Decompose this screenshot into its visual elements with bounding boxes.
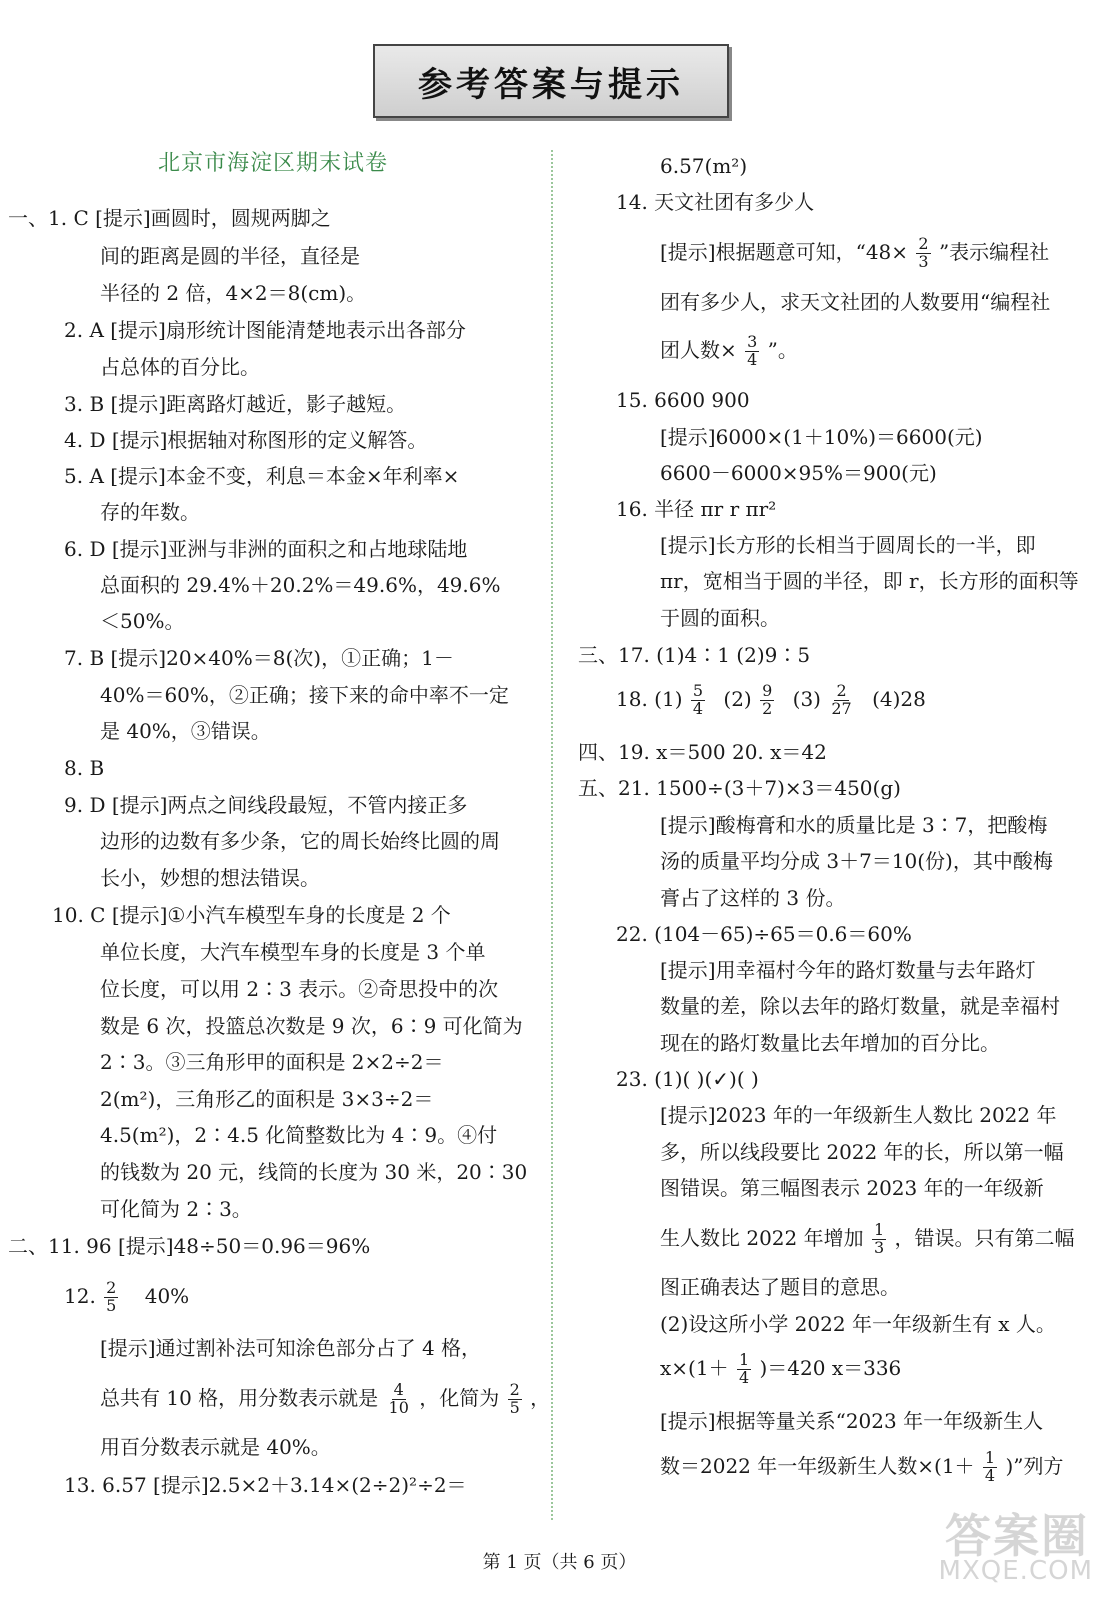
watermark-url: MXQE.COM	[938, 1556, 1093, 1586]
answer-line-q23: 生人数比 2022 年增加 $\frac{1}{3}$ ，错误。只有第二幅	[660, 1220, 1075, 1257]
answer-line: 9. D [提示]两点之间线段最短，不管内接正多	[64, 793, 468, 817]
watermark-logo: 答案圈	[945, 1509, 1089, 1563]
answer-line: 6600－6000×95%＝900(元)	[660, 461, 937, 485]
answer-line: πr，宽相当于圆的半径，即 r，长方形的面积等	[660, 569, 1079, 593]
answer-line: 13. 6.57 [提示]2.5×2＋3.14×(2÷2)²÷2＝	[64, 1473, 467, 1497]
answer-line-q18: 18. (1) $\frac{5}{4}$ (2) $\frac{9}{2}$ (3) $\frac{2}{27}$ (4)28	[616, 681, 926, 718]
answer-line: 总面积的 29.4%＋20.2%＝49.6%，49.6%	[100, 573, 501, 597]
answer-line: 6.57(m²)	[660, 154, 748, 178]
answer-line: 2∶3。③三角形甲的面积是 2×2÷2＝	[100, 1050, 444, 1074]
answer-line: 用百分数表示就是 40%。	[100, 1435, 331, 1459]
answer-line: 于圆的面积。	[660, 606, 780, 630]
answer-line: 8. B	[64, 756, 105, 780]
answer-line: 的钱数为 20 元，线筒的长度为 30 米，20∶30	[100, 1160, 528, 1184]
answer-line: [提示]长方形的长相当于圆周长的一半，即	[660, 533, 1036, 557]
answer-line: 16. 半径 πr r πr²	[616, 497, 777, 521]
answer-line: 15. 6600 900	[616, 388, 750, 412]
answer-line-q14c: 团人数× $\frac{3}{4}$ ”。	[660, 332, 798, 369]
answer-line: 四、19. x＝500 20. x＝42	[578, 740, 827, 764]
answer-line: 间的距离是圆的半径，直径是	[100, 244, 360, 268]
answer-line: 单位长度，大汽车模型车身的长度是 3 个单	[100, 940, 486, 964]
answer-line: 图错误。第三幅图表示 2023 年的一年级新	[660, 1176, 1044, 1200]
answer-line: 6. D [提示]亚洲与非洲的面积之和占地球陆地	[64, 537, 468, 561]
answer-line: (2)设这所小学 2022 年一年级新生有 x 人。	[660, 1312, 1056, 1336]
answer-line: 5. A [提示]本金不变，利息＝本金×年利率×	[64, 464, 460, 488]
answer-line: 团有多少人，求天文社团的人数要用“编程社	[660, 290, 1051, 314]
answer-line-q12-hint: 总共有 10 格，用分数表示就是 $\frac{4}{10}$ ，化简为 $\frac{2}{5}$ ，	[100, 1380, 551, 1417]
fraction: $\frac{3}{4}$	[747, 332, 758, 369]
answer-line: 4. D [提示]根据轴对称图形的定义解答。	[64, 428, 428, 452]
answer-line-equation: x×(1＋ $\frac{1}{4}$ )＝420 x＝336	[660, 1350, 902, 1387]
fraction: $\frac{1}{4}$	[738, 1350, 750, 1387]
answer-line: 半径的 2 倍，4×2＝8(cm)。	[100, 281, 367, 305]
fraction: $\frac{5}{4}$	[692, 681, 704, 718]
answer-line: [提示]用幸福村今年的路灯数量与去年路灯	[660, 958, 1036, 982]
fraction: $\frac{9}{2}$	[762, 681, 773, 718]
answer-line: 多，所以线段要比 2022 年的长，所以第一幅	[660, 1140, 1064, 1164]
answer-line: 占总体的百分比。	[100, 355, 260, 379]
answer-line: [提示]通过割补法可知涂色部分占了 4 格，	[100, 1336, 482, 1360]
answer-line: 边形的边数有多少条，它的周长始终比圆的周	[100, 829, 500, 853]
watermark	[899, 1500, 1099, 1595]
answer-line: 位长度，可以用 2∶3 表示。②奇思投中的次	[100, 977, 499, 1001]
answer-line: 23. (1)( )(✓)( )	[616, 1067, 759, 1091]
answer-line: 2(m²)，三角形乙的面积是 3×3÷2＝	[100, 1087, 434, 1111]
section-heading: 北京市海淀区期末试卷	[157, 151, 388, 176]
answer-line: 2. A [提示]扇形统计图能清楚地表示出各部分	[64, 318, 466, 342]
answer-line: 是 40%，③错误。	[100, 719, 271, 743]
answer-line-last: 数＝2022 年一年级新生人数×(1＋ $\frac{1}{4}$ )”列方	[660, 1448, 1064, 1485]
answer-line: 图正确表达了题目的意思。	[660, 1275, 900, 1299]
answer-line: 二、11. 96 [提示]48÷50＝0.96＝96%	[8, 1234, 371, 1258]
answer-line: 数是 6 次，投篮总次数是 9 次，6∶9 可化简为	[100, 1014, 523, 1038]
answer-line: 汤的质量平均分成 3＋7＝10(份)，其中酸梅	[660, 849, 1053, 873]
answer-line: 五、21. 1500÷(3＋7)×3＝450(g)	[578, 776, 901, 800]
answer-line: 可化简为 2∶3。	[100, 1197, 252, 1221]
answer-line: 数量的差，除以去年的路灯数量，就是幸福村	[660, 994, 1060, 1018]
fraction: $\frac{2}{3}$	[918, 234, 929, 271]
answer-line-q12: 12. $\frac{2}{5}$ 40%	[64, 1278, 190, 1315]
page-footer: 第 1 页（共 6 页）	[482, 1552, 637, 1573]
answer-line: 一、1. C [提示]画圆时，圆规两脚之	[8, 206, 331, 230]
answer-line-q14: [提示]根据题意可知，“48× $\frac{2}{3}$ ”表示编程社	[660, 234, 1050, 271]
answer-line: ＜50%。	[100, 609, 185, 633]
answer-line: 40%＝60%，②正确；接下来的命中率不一定	[100, 683, 509, 707]
answer-line: 3. B [提示]距离路灯越近，影子越短。	[64, 392, 407, 416]
fraction: $\frac{1}{4}$	[984, 1448, 996, 1485]
fraction: $\frac{4}{10}$	[388, 1380, 409, 1417]
column-divider	[551, 150, 553, 1520]
answer-line: 4.5(m²)，2∶4.5 化简整数比为 4∶9。④付	[100, 1123, 498, 1147]
answer-line: 长小，妙想的想法错误。	[100, 866, 320, 890]
answer-line: 7. B [提示]20×40%＝8(次)，①正确；1－	[64, 646, 454, 670]
answer-line: [提示]2023 年的一年级新生人数比 2022 年	[660, 1103, 1057, 1127]
answer-line: [提示]根据等量关系“2023 年一年级新生人	[660, 1409, 1044, 1433]
answer-line: 14. 天文社团有多少人	[616, 190, 815, 214]
fraction: $\frac{2}{27}$	[831, 681, 852, 718]
answer-line: 10. C [提示]①小汽车模型车身的长度是 2 个	[52, 903, 451, 927]
answer-line: 膏占了这样的 3 份。	[660, 886, 846, 910]
fraction: $\frac{1}{3}$	[873, 1220, 885, 1257]
fraction: $\frac{2}{5}$	[106, 1278, 117, 1315]
page-title: 参考答案与提示	[418, 64, 684, 105]
answer-line: 22. (104－65)÷65＝0.6＝60%	[616, 922, 912, 946]
title-banner	[373, 44, 729, 118]
answer-line: [提示]酸梅膏和水的质量比是 3∶7，把酸梅	[660, 813, 1048, 837]
answer-line: [提示]6000×(1＋10%)＝6600(元)	[660, 425, 983, 449]
answer-line: 存的年数。	[100, 500, 200, 524]
answer-line: 现在的路灯数量比去年增加的百分比。	[660, 1031, 1000, 1055]
fraction: $\frac{2}{5}$	[509, 1380, 520, 1417]
answer-line: 三、17. (1)4∶1 (2)9∶5	[578, 643, 811, 667]
